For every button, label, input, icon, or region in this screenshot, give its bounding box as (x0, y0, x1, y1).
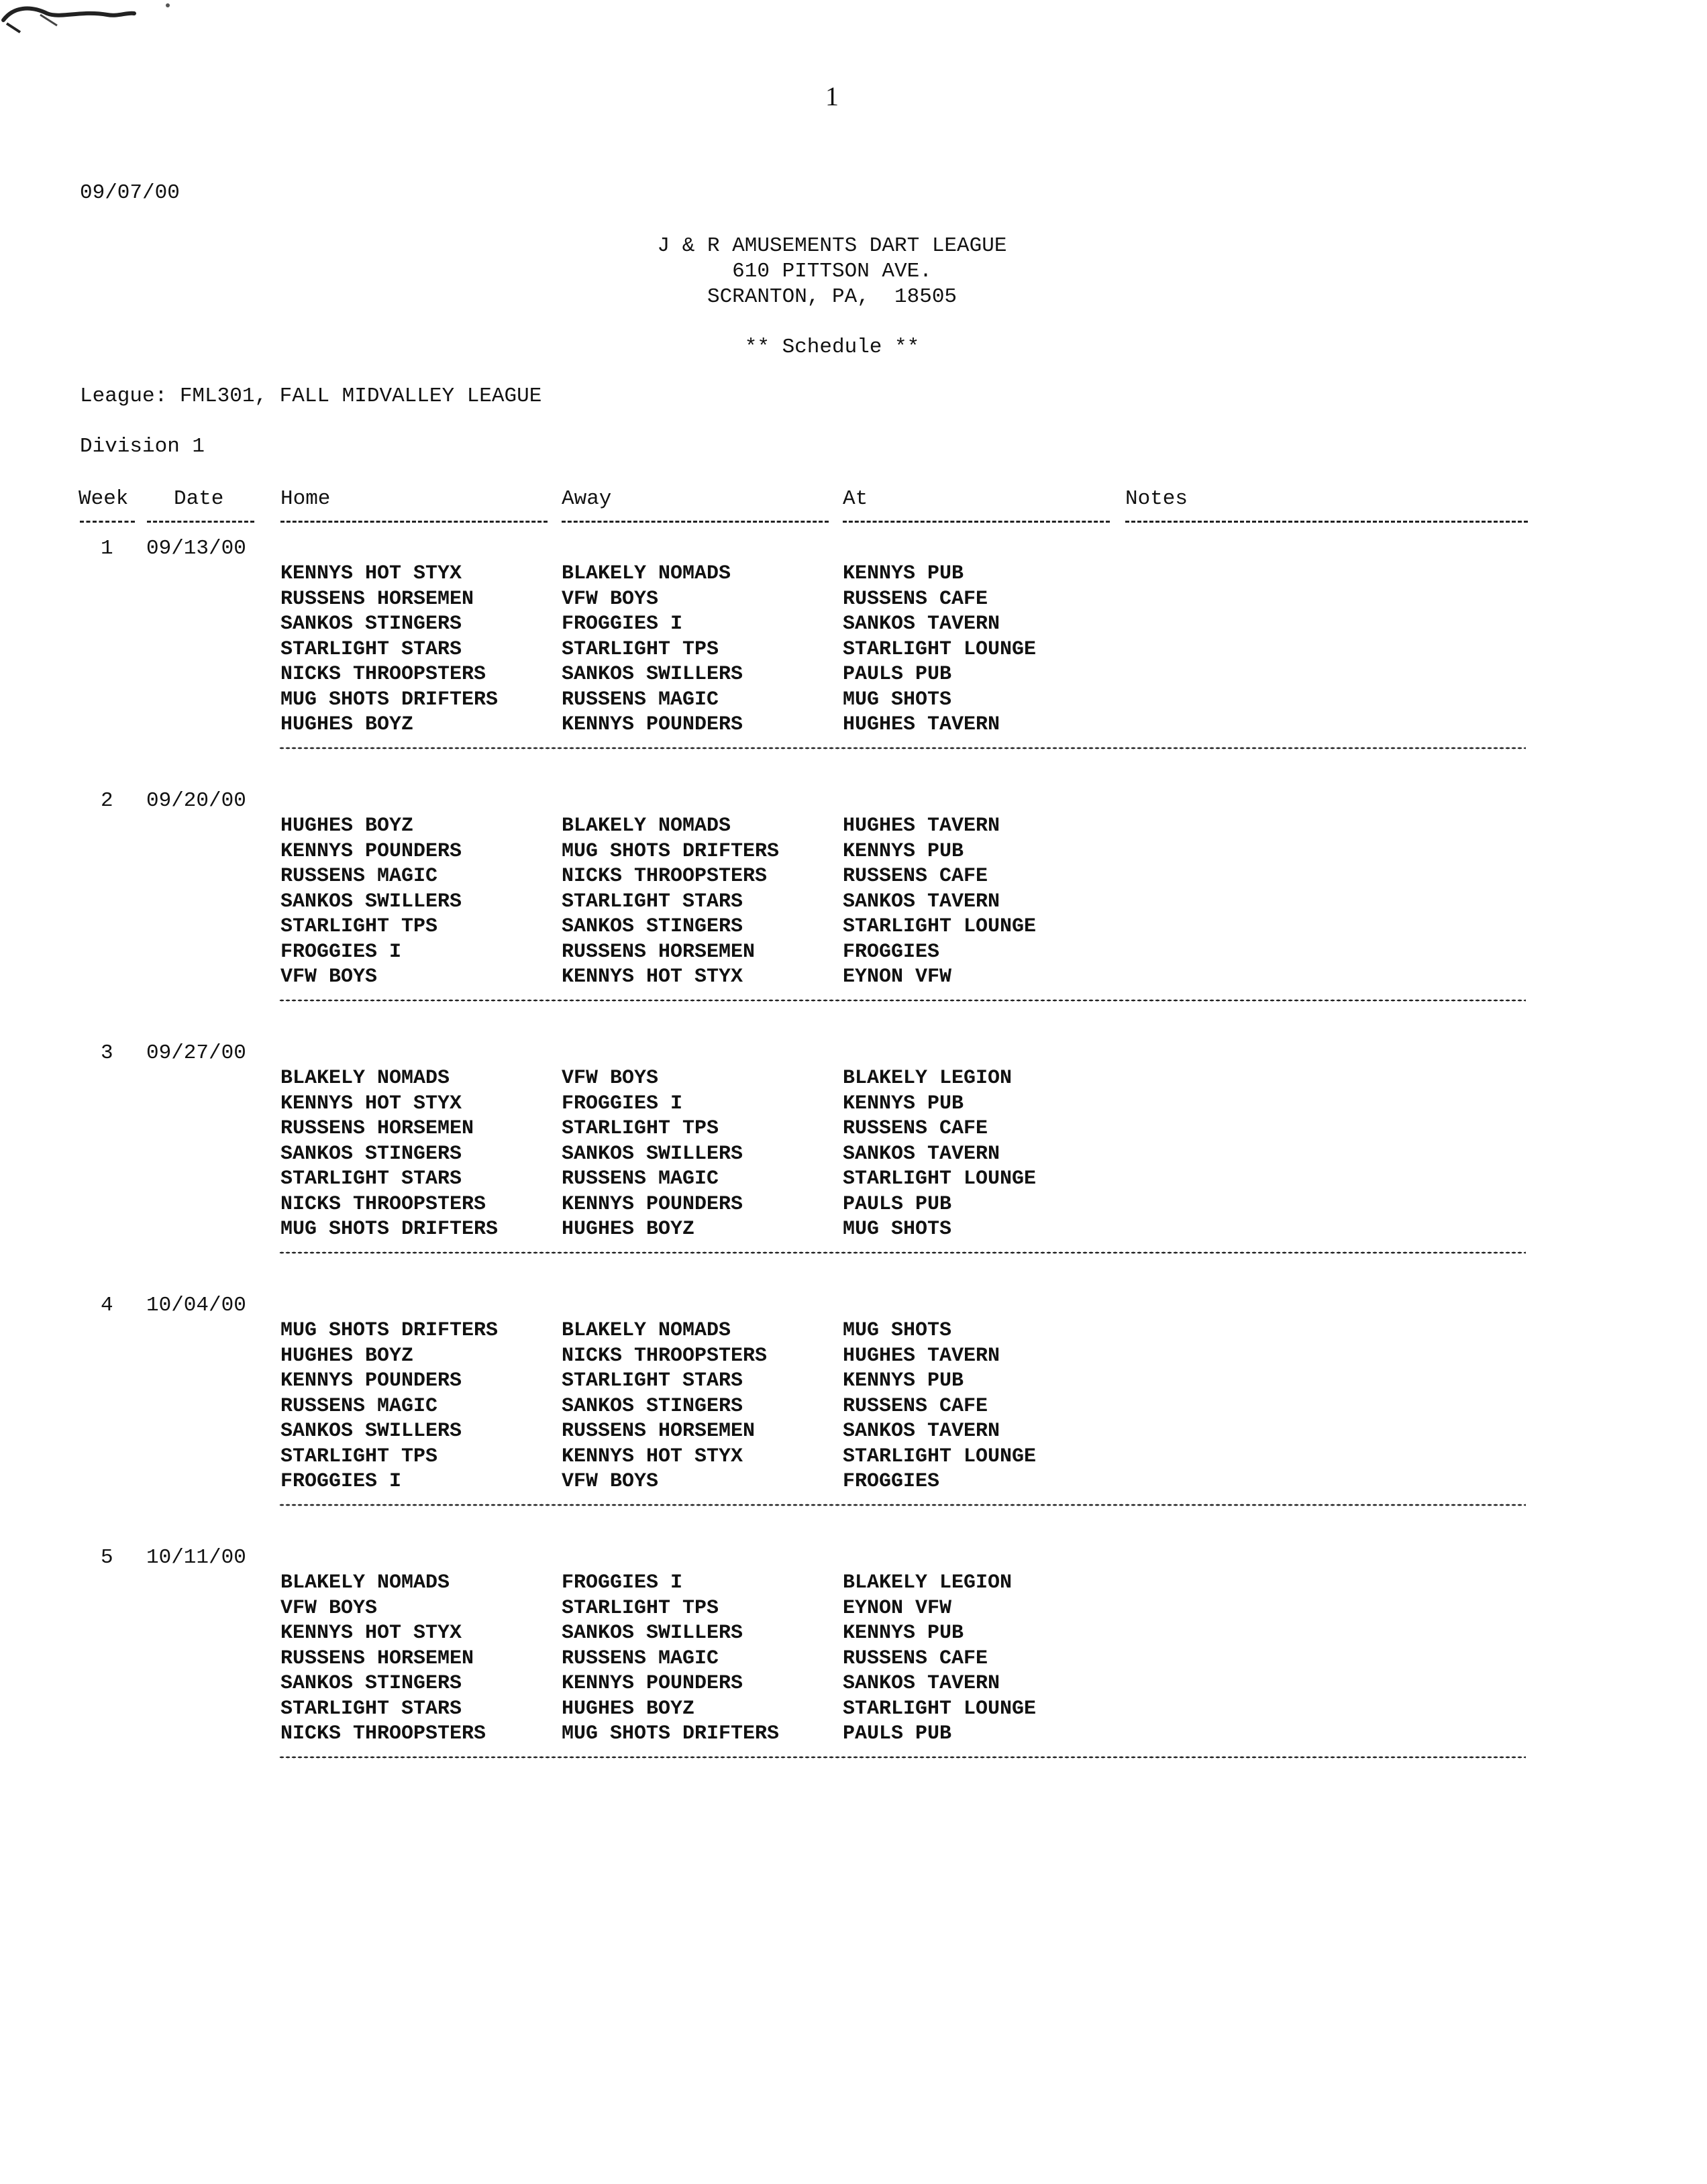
home-team: KENNYS POUNDERS (280, 840, 462, 863)
venue: HUGHES TAVERN (843, 815, 1000, 837)
venue: KENNYS PUB (843, 1092, 964, 1115)
venue: RUSSENS CAFE (843, 1647, 988, 1670)
venue: KENNYS PUB (843, 1369, 964, 1392)
venue: SANKOS TAVERN (843, 1420, 1000, 1443)
week-number: 1 (101, 537, 113, 560)
home-team: KENNYS HOT STYX (280, 1622, 462, 1645)
home-team: RUSSENS HORSEMEN (280, 588, 474, 611)
organization-name: J & R AMUSEMENTS DART LEAGUE (657, 234, 1007, 258)
home-team: STARLIGHT TPS (280, 915, 438, 938)
venue: KENNYS PUB (843, 840, 964, 863)
home-team: STARLIGHT STARS (280, 1167, 462, 1190)
venue: BLAKELY LEGION (843, 1571, 1013, 1594)
week-separator (279, 746, 1526, 750)
venue: RUSSENS CAFE (843, 1395, 988, 1418)
match-row (0, 1420, 1707, 1445)
match-row (0, 1722, 1707, 1747)
away-team: KENNYS HOT STYX (562, 966, 743, 988)
home-team: SANKOS STINGERS (280, 613, 462, 635)
match-row (0, 1571, 1707, 1596)
venue: PAULS PUB (843, 1193, 952, 1216)
away-team: RUSSENS HORSEMEN (562, 1420, 756, 1443)
header-rule (280, 521, 548, 523)
home-team: NICKS THROOPSTERS (280, 1722, 486, 1745)
home-team: HUGHES BOYZ (280, 1345, 414, 1367)
match-row (0, 1345, 1707, 1369)
match-row (0, 1117, 1707, 1142)
venue: STARLIGHT LOUNGE (843, 1445, 1037, 1468)
home-team: FROGGIES I (280, 1470, 402, 1493)
match-row (0, 941, 1707, 966)
venue: STARLIGHT LOUNGE (843, 1698, 1037, 1720)
match-row (0, 865, 1707, 890)
home-team: KENNYS HOT STYX (280, 562, 462, 585)
division-line: Division 1 (80, 435, 205, 458)
home-team: HUGHES BOYZ (280, 815, 414, 837)
away-team: MUG SHOTS DRIFTERS (562, 840, 780, 863)
venue: STARLIGHT LOUNGE (843, 638, 1037, 661)
letterhead (604, 233, 1060, 310)
column-header-at: At (843, 487, 868, 511)
venue: EYNON VFW (843, 966, 952, 988)
away-team: FROGGIES I (562, 1571, 683, 1594)
away-team: KENNYS POUNDERS (562, 713, 743, 736)
venue: PAULS PUB (843, 663, 952, 686)
week-number: 2 (101, 789, 113, 813)
away-team: SANKOS SWILLERS (562, 663, 743, 686)
scan-smudge-mark (0, 0, 174, 40)
week-number: 5 (101, 1546, 113, 1569)
home-team: RUSSENS HORSEMEN (280, 1117, 474, 1140)
venue: FROGGIES (843, 1470, 940, 1493)
home-team: VFW BOYS (280, 966, 378, 988)
away-team: STARLIGHT TPS (562, 638, 719, 661)
home-team: STARLIGHT TPS (280, 1445, 438, 1468)
match-row (0, 663, 1707, 688)
street-address: 610 PITTSON AVE. (732, 260, 932, 283)
match-row (0, 1218, 1707, 1243)
week-date: 09/13/00 (146, 537, 246, 560)
match-row (0, 1319, 1707, 1344)
venue: PAULS PUB (843, 1722, 952, 1745)
column-header-date: Date (174, 487, 224, 511)
venue: SANKOS TAVERN (843, 890, 1000, 913)
venue: FROGGIES (843, 941, 940, 964)
week-block (0, 789, 1707, 1037)
city-state-zip: SCRANTON, PA, 18505 (707, 285, 958, 309)
home-team: RUSSENS HORSEMEN (280, 1647, 474, 1670)
home-team: BLAKELY NOMADS (280, 1067, 450, 1090)
header-rule (843, 521, 1110, 523)
week-separator (279, 998, 1526, 1002)
match-row (0, 1193, 1707, 1218)
home-team: NICKS THROOPSTERS (280, 1193, 486, 1216)
venue: HUGHES TAVERN (843, 713, 1000, 736)
week-date: 09/27/00 (146, 1041, 246, 1065)
match-row (0, 1647, 1707, 1672)
venue: BLAKELY LEGION (843, 1067, 1013, 1090)
match-row (0, 890, 1707, 915)
match-row (0, 638, 1707, 663)
match-row (0, 688, 1707, 713)
column-header-away: Away (562, 487, 612, 511)
match-row (0, 840, 1707, 865)
header-rule (147, 521, 254, 523)
home-team: MUG SHOTS DRIFTERS (280, 688, 499, 711)
away-team: SANKOS STINGERS (562, 915, 743, 938)
week-block (0, 537, 1707, 785)
away-team: STARLIGHT TPS (562, 1597, 719, 1620)
away-team: HUGHES BOYZ (562, 1218, 695, 1241)
match-row (0, 915, 1707, 940)
home-team: HUGHES BOYZ (280, 713, 414, 736)
match-row (0, 966, 1707, 990)
home-team: FROGGIES I (280, 941, 402, 964)
week-block (0, 1546, 1707, 1794)
week-date: 10/04/00 (146, 1294, 246, 1317)
away-team: SANKOS STINGERS (562, 1395, 743, 1418)
venue: RUSSENS CAFE (843, 865, 988, 888)
week-number: 3 (101, 1041, 113, 1065)
away-team: VFW BOYS (562, 1470, 659, 1493)
venue: RUSSENS CAFE (843, 1117, 988, 1140)
match-row (0, 1067, 1707, 1092)
home-team: BLAKELY NOMADS (280, 1571, 450, 1594)
match-row (0, 815, 1707, 839)
match-row (0, 1167, 1707, 1192)
home-team: SANKOS STINGERS (280, 1143, 462, 1165)
away-team: BLAKELY NOMADS (562, 815, 731, 837)
home-team: KENNYS POUNDERS (280, 1369, 462, 1392)
header-rule (562, 521, 829, 523)
week-separator (279, 1755, 1526, 1759)
away-team: FROGGIES I (562, 1092, 683, 1115)
match-row (0, 1143, 1707, 1167)
venue: SANKOS TAVERN (843, 613, 1000, 635)
page-number: 1 (825, 81, 839, 111)
venue: KENNYS PUB (843, 562, 964, 585)
home-team: SANKOS SWILLERS (280, 890, 462, 913)
venue: MUG SHOTS (843, 1218, 952, 1241)
home-team: MUG SHOTS DRIFTERS (280, 1319, 499, 1342)
venue: EYNON VFW (843, 1597, 952, 1620)
match-row (0, 1445, 1707, 1470)
match-row (0, 562, 1707, 587)
match-row (0, 1369, 1707, 1394)
away-team: KENNYS POUNDERS (562, 1193, 743, 1216)
header-rule (1125, 521, 1528, 523)
week-block (0, 1294, 1707, 1542)
away-team: NICKS THROOPSTERS (562, 865, 768, 888)
home-team: RUSSENS MAGIC (280, 865, 438, 888)
away-team: RUSSENS HORSEMEN (562, 941, 756, 964)
home-team: NICKS THROOPSTERS (280, 663, 486, 686)
away-team: RUSSENS MAGIC (562, 1647, 719, 1670)
print-date: 09/07/00 (80, 181, 180, 205)
venue: RUSSENS CAFE (843, 588, 988, 611)
away-team: BLAKELY NOMADS (562, 562, 731, 585)
away-team: RUSSENS MAGIC (562, 1167, 719, 1190)
away-team: NICKS THROOPSTERS (562, 1345, 768, 1367)
week-date: 10/11/00 (146, 1546, 246, 1569)
away-team: SANKOS SWILLERS (562, 1622, 743, 1645)
match-row (0, 1672, 1707, 1697)
venue: STARLIGHT LOUNGE (843, 915, 1037, 938)
venue: MUG SHOTS (843, 1319, 952, 1342)
column-header-home: Home (280, 487, 331, 511)
home-team: MUG SHOTS DRIFTERS (280, 1218, 499, 1241)
venue: SANKOS TAVERN (843, 1143, 1000, 1165)
match-row (0, 1698, 1707, 1722)
week-block (0, 1041, 1707, 1290)
away-team: VFW BOYS (562, 1067, 659, 1090)
home-team: STARLIGHT STARS (280, 638, 462, 661)
venue: KENNYS PUB (843, 1622, 964, 1645)
match-row (0, 1622, 1707, 1647)
venue: HUGHES TAVERN (843, 1345, 1000, 1367)
header-rule (80, 521, 135, 523)
home-team: SANKOS STINGERS (280, 1672, 462, 1695)
venue: SANKOS TAVERN (843, 1672, 1000, 1695)
away-team: STARLIGHT TPS (562, 1117, 719, 1140)
match-row (0, 1597, 1707, 1622)
match-row (0, 713, 1707, 738)
week-date: 09/20/00 (146, 789, 246, 813)
away-team: SANKOS SWILLERS (562, 1143, 743, 1165)
home-team: RUSSENS MAGIC (280, 1395, 438, 1418)
away-team: RUSSENS MAGIC (562, 688, 719, 711)
away-team: VFW BOYS (562, 588, 659, 611)
column-header-notes: Notes (1125, 487, 1188, 511)
away-team: STARLIGHT STARS (562, 890, 743, 913)
match-row (0, 1470, 1707, 1495)
match-row (0, 613, 1707, 637)
away-team: HUGHES BOYZ (562, 1698, 695, 1720)
home-team: SANKOS SWILLERS (280, 1420, 462, 1443)
week-separator (279, 1251, 1526, 1255)
home-team: VFW BOYS (280, 1597, 378, 1620)
home-team: KENNYS HOT STYX (280, 1092, 462, 1115)
away-team: FROGGIES I (562, 613, 683, 635)
home-team: STARLIGHT STARS (280, 1698, 462, 1720)
away-team: BLAKELY NOMADS (562, 1319, 731, 1342)
venue: STARLIGHT LOUNGE (843, 1167, 1037, 1190)
away-team: KENNYS POUNDERS (562, 1672, 743, 1695)
schedule-title: ** Schedule ** (744, 335, 920, 359)
week-separator (279, 1503, 1526, 1507)
week-number: 4 (101, 1294, 113, 1317)
league-line: League: FML301, FALL MIDVALLEY LEAGUE (80, 384, 542, 408)
away-team: MUG SHOTS DRIFTERS (562, 1722, 780, 1745)
match-row (0, 1092, 1707, 1117)
match-row (0, 1395, 1707, 1420)
match-row (0, 588, 1707, 613)
away-team: KENNYS HOT STYX (562, 1445, 743, 1468)
away-team: STARLIGHT STARS (562, 1369, 743, 1392)
venue: MUG SHOTS (843, 688, 952, 711)
column-header-week: Week (79, 487, 129, 511)
